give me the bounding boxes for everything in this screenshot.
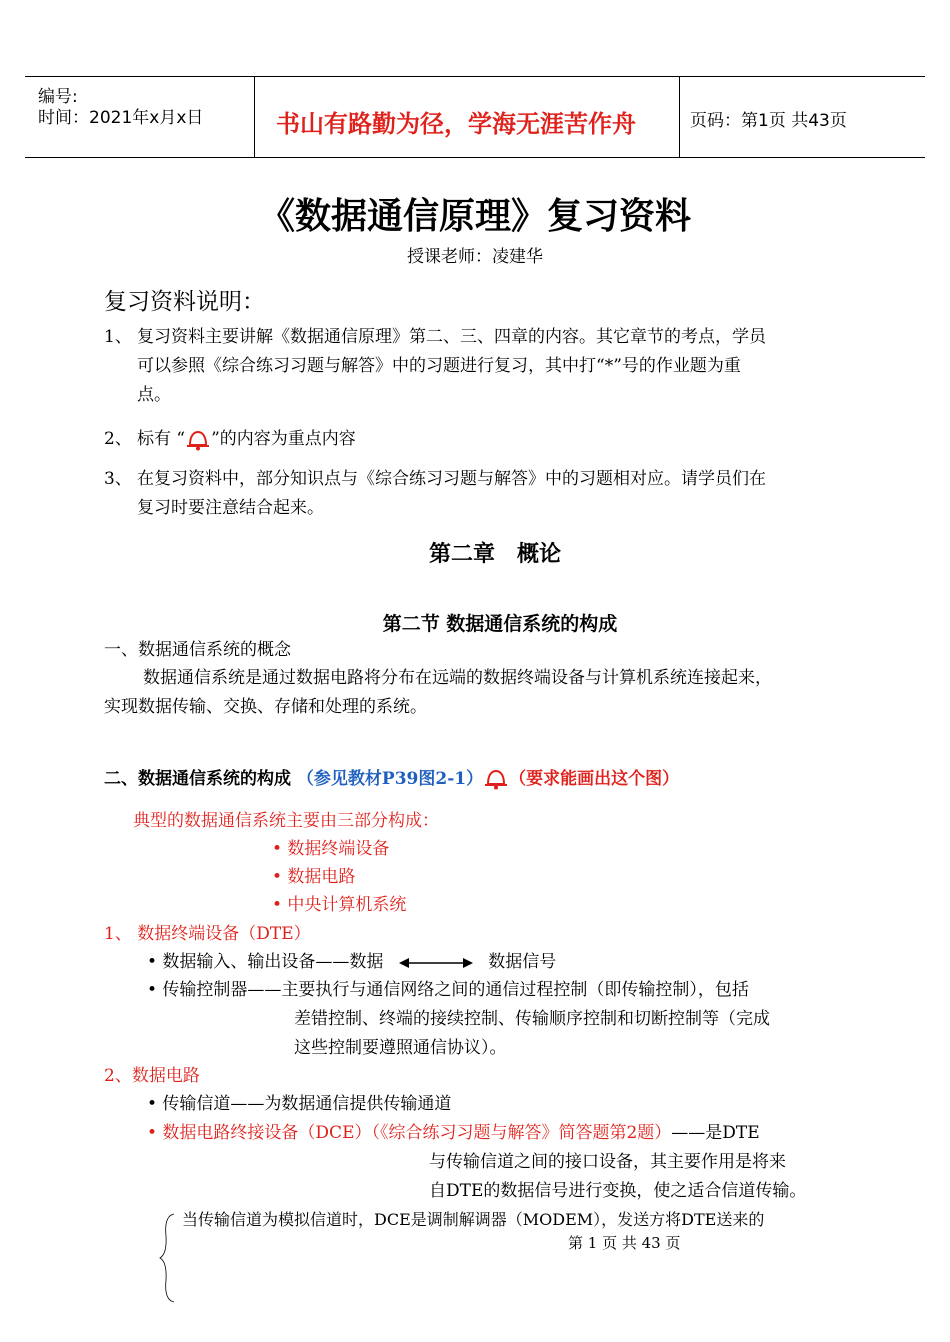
intro-heading: 复习资料说明： — [104, 289, 265, 315]
part2-intro: 典型的数据通信系统主要由三部分构成： — [133, 811, 439, 831]
bell-icon — [185, 429, 211, 451]
note-3-number: 3、 — [104, 469, 132, 489]
circuit-item-2-black: ——是DTE — [671, 1123, 760, 1143]
circuit-item-2 — [147, 1119, 760, 1148]
dte-heading: 1、 数据终端设备（DTE） — [104, 924, 311, 944]
chapter-title: 第二章 概论 — [428, 542, 561, 567]
part1-line-2: 实现数据传输、交换、存储和处理的系统。 — [104, 697, 427, 717]
part2-heading-row — [104, 765, 679, 794]
double-arrow-icon — [399, 956, 473, 970]
dte-item-2-line-2: 差错控制、终端的接续控制、传输顺序控制和切断控制等（完成 — [294, 1009, 770, 1029]
brace-icon — [158, 1212, 176, 1304]
note-1-line-3: 点。 — [137, 385, 171, 405]
dte-item-1-left: • 数据输入、输出设备——数据 — [147, 952, 384, 972]
analog-line: 当传输信道为模拟信道时，DCE是调制解调器（MODEM），发送方将DTE送来的 — [182, 1210, 765, 1229]
note-1-line-1: 复习资料主要讲解《数据通信原理》第二、三、四章的内容。其它章节的考点，学员 — [137, 327, 766, 347]
note-2-text — [137, 425, 356, 454]
note-3-line-1: 在复习资料中，部分知识点与《综合练习习题与解答》中的习题相对应。请学员们在 — [137, 469, 766, 489]
part2-reference: （参见教材P39图2-1） — [296, 769, 484, 789]
circuit-item-1: • 传输信道——为数据通信提供传输通道 — [147, 1094, 452, 1114]
part2-requirement: （要求能画出这个图） — [509, 769, 680, 789]
note-1-number: 1、 — [104, 327, 132, 347]
dte-item-1-right: 数据信号 — [488, 952, 557, 972]
document-title: 《数据通信原理》复习资料 — [258, 196, 691, 237]
section-title: 第二节 数据通信系统的构成 — [382, 613, 618, 635]
part1-heading: 一、数据通信系统的概念 — [104, 640, 291, 660]
time-label: 时间：2021年x月x日 — [38, 108, 204, 128]
page-info: 页码：第1页 共43页 — [690, 111, 847, 131]
bell-icon — [483, 768, 509, 790]
circuit-heading: 2、数据电路 — [104, 1066, 200, 1086]
document-subtitle: 授课老师：凌建华 — [407, 247, 543, 267]
note-2-after: ”的内容为重点内容 — [211, 429, 356, 449]
note-2-number: 2、 — [104, 429, 132, 449]
circuit-item-2-cont-1: 与传输信道之间的接口设备，其主要作用是将来 — [429, 1152, 786, 1172]
dte-item-1 — [147, 948, 556, 977]
circuit-item-2-cont-2: 自DTE的数据信号进行变换，使之适合信道传输。 — [429, 1181, 807, 1201]
note-3-line-2: 复习时要注意结合起来。 — [137, 498, 324, 518]
page-footer: 第 1 页 共 43 页 — [568, 1234, 681, 1252]
component-item: • 中央计算机系统 — [272, 895, 407, 915]
component-item: • 数据终端设备 — [272, 839, 390, 859]
header-motto: 书山有路勤为径，学海无涯苦作舟 — [276, 110, 636, 138]
circuit-item-2-red: • 数据电路终接设备（DCE）（《综合练习习题与解答》简答题第2题） — [147, 1123, 672, 1143]
part2-heading: 二、数据通信系统的构成 — [104, 769, 291, 789]
dte-item-2-line-3: 这些控制要遵照通信协议）。 — [294, 1038, 507, 1058]
note-1-line-2: 可以参照《综合练习习题与解答》中的习题进行复习，其中打“*”号的作业题为重 — [137, 356, 741, 376]
note-2-before: 标有 “ — [137, 429, 186, 449]
number-label: 编号: — [38, 87, 78, 107]
component-item: • 数据电路 — [272, 867, 356, 887]
part1-line-1: 数据通信系统是通过数据电路将分布在远端的数据终端设备与计算机系统连接起来， — [143, 668, 772, 688]
dte-item-2-line-1: • 传输控制器——主要执行与通信网络之间的通信过程控制（即传输控制），包括 — [147, 980, 749, 1000]
